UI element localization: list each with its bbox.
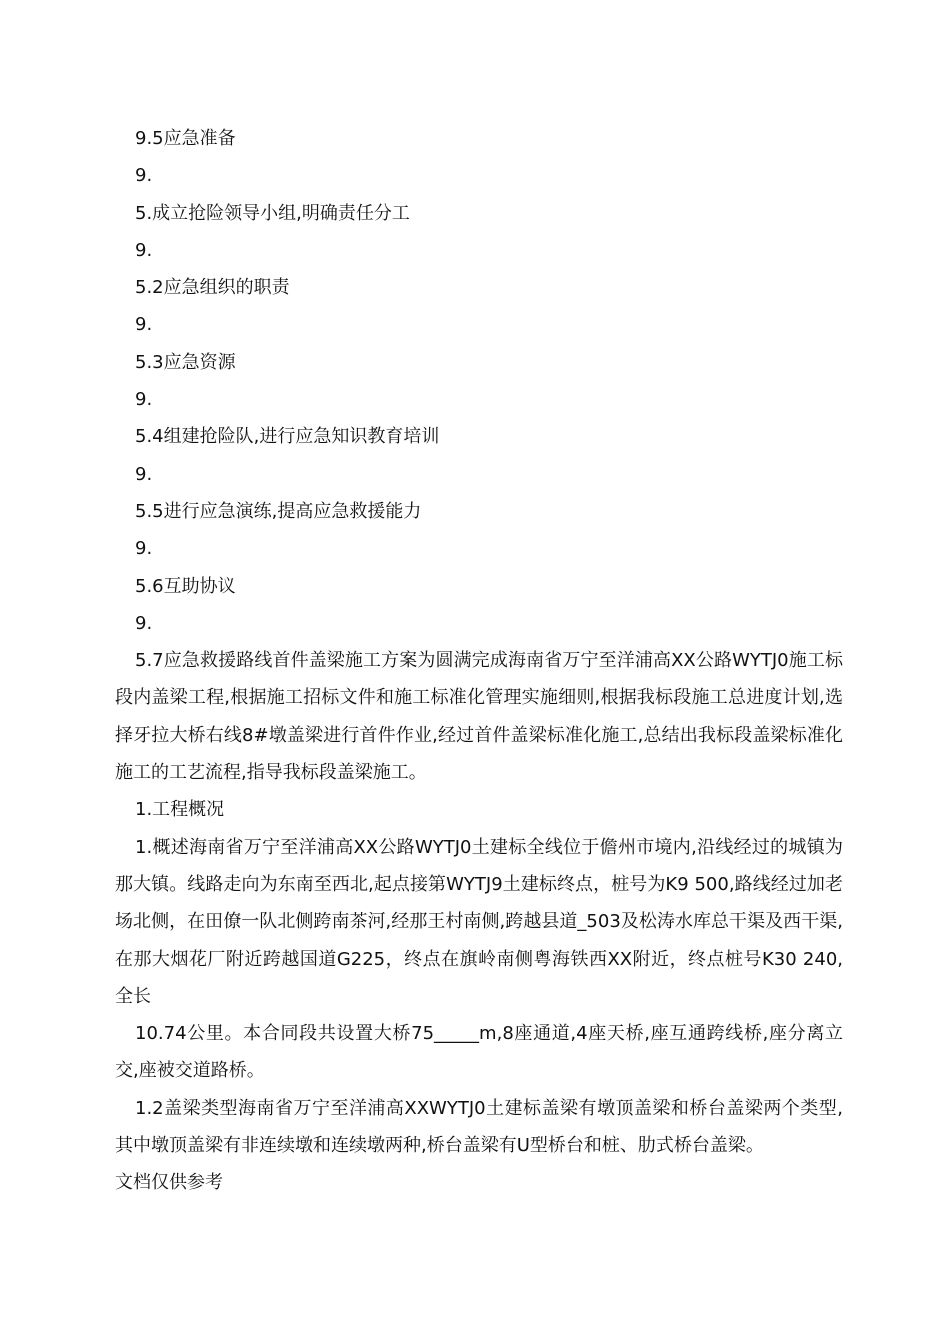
toc-line: 9. xyxy=(135,165,153,187)
toc-line: 5.3应急资源 xyxy=(135,351,236,373)
toc-line: 9. xyxy=(135,239,153,261)
toc-line: 5.2应急组织的职责 xyxy=(135,277,290,299)
toc-line: 5.4组建抢险队,进行应急知识教育培训 xyxy=(135,426,440,448)
document-body xyxy=(115,120,843,1202)
toc-line: 9. xyxy=(135,463,153,485)
toc-line: 5.成立抢险领导小组,明确责任分工 xyxy=(135,202,410,224)
beam-types-paragraph: 1.2盖梁类型海南省万宁至洋浦高XXWYTJ0土建标盖梁有墩顶盖梁和桥台盖梁两个类型,其中墩顶盖梁有非连续墩和连续墩两种,桥台盖梁有U型桥台和桩、肋式桥台盖梁。 xyxy=(115,1097,843,1157)
toc-line: 9. xyxy=(135,612,153,634)
length-paragraph: 10.74公里。本合同段共设置大桥75_____m,8座通道,4座天桥,座互通跨线桥,座分离立交,座被交道路桥。 xyxy=(115,1023,843,1082)
intro-paragraph: 5.7应急救援路线首件盖梁施工方案为圆满完成海南省万宁至洋浦高XX公路WYTJ0施工标段内盖梁工程,根据施工招标文件和施工标准化管理实施细则,根据我标段施工总进度计划,选择牙拉大桥右线8#墩盖梁进行首件作业,经过首件盖梁标准化施工,总结出我标段盖梁标准化施工的工艺流程,指导我标段盖梁施工。 xyxy=(115,650,843,784)
toc-line: 9. xyxy=(135,314,153,336)
toc-line: 5.6互助协议 xyxy=(135,575,236,597)
overview-paragraph: 1.概述海南省万宁至洋浦高XX公路WYTJ0土建标全线位于儋州市境内,沿线经过的城镇为那大镇。线路走向为东南至西北,起点接第WYTJ9土建标终点，桩号为K9 500,路线经过加老场北侧，在田僚一队北侧跨南茶河,经那王村南侧,跨越县道_503及松涛水库总干渠及西干渠,在那大烟花厂附近跨越国道G225，终点在旗岭南侧粤海铁西XX附近，终点桩号K30 240,全长 xyxy=(115,836,843,1007)
toc-line: 9. xyxy=(135,538,153,560)
toc-line: 9.5应急准备 xyxy=(135,128,236,149)
toc-line: 9. xyxy=(135,389,153,411)
footer-note: 文档仅供参考 xyxy=(115,1172,223,1194)
toc-line: 5.5进行应急演练,提高应急救援能力 xyxy=(135,500,422,522)
section-heading: 1.工程概况 xyxy=(135,799,225,821)
